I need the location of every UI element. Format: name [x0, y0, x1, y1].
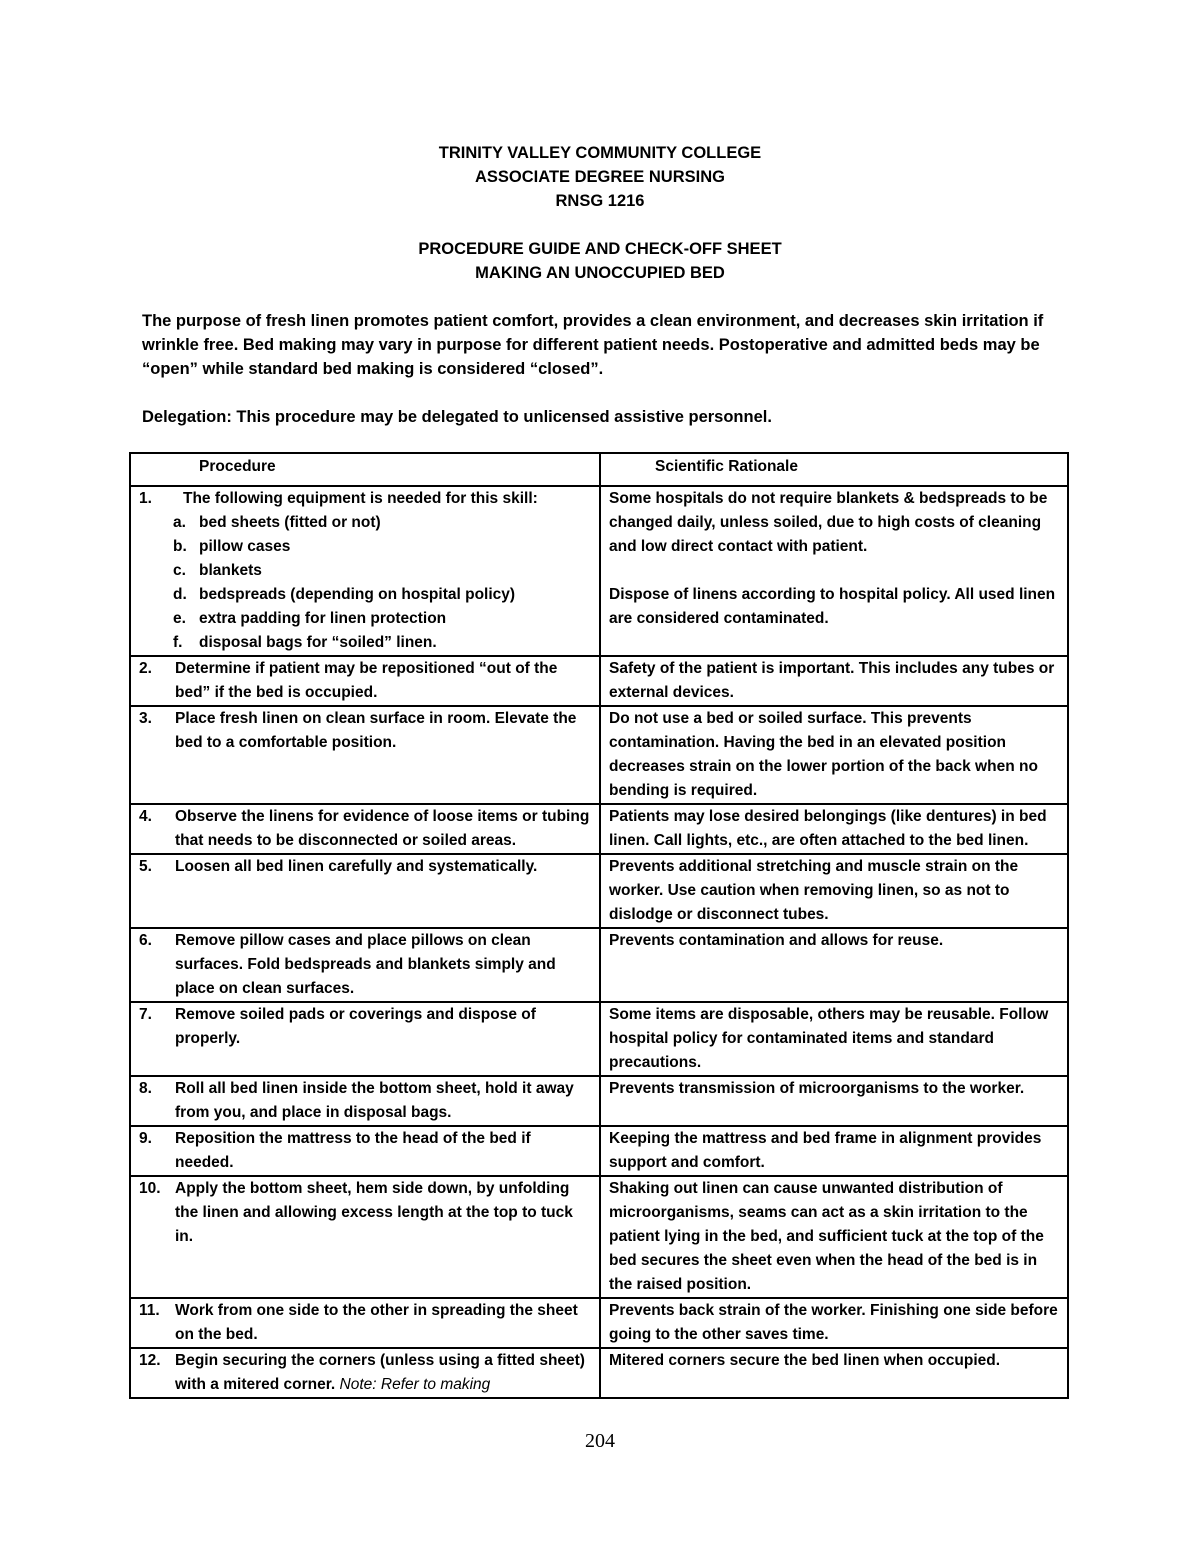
step-number: 6. — [139, 932, 152, 949]
rationale-text: Dispose of linens according to hospital policy. All used linen are considered contaminated. — [609, 586, 1056, 627]
rationale-column-header: Scientific Rationale — [600, 453, 1068, 486]
step-number: 9. — [139, 1130, 152, 1147]
procedure-cell — [130, 1126, 600, 1176]
procedure-cell — [130, 656, 600, 706]
table-row — [130, 486, 1068, 656]
college-name: TRINITY VALLEY COMMUNITY COLLEGE — [438, 144, 762, 162]
list-item: d. bedspreads (depending on hospital policy) — [173, 586, 516, 603]
procedure-cell — [130, 1076, 600, 1126]
table-row — [130, 1002, 1068, 1076]
step-number: 10. — [139, 1180, 161, 1197]
step-number: 1. — [139, 490, 152, 507]
step-text: Loosen all bed linen carefully and systematically. — [175, 858, 538, 875]
table-row — [130, 804, 1068, 854]
rationale-cell: Prevents contamination and allows for reuse. — [600, 928, 1068, 1002]
step-text: Place fresh linen on clean surface in room. Elevate the bed to a comfortable position. — [175, 710, 577, 751]
step-number: 7. — [139, 1006, 152, 1023]
course-code: RNSG 1216 — [555, 192, 645, 210]
step-number: 12. — [139, 1352, 161, 1369]
table-row — [130, 706, 1068, 804]
procedure-cell — [130, 706, 600, 804]
list-item: f. disposal bags for “soiled” linen. — [173, 634, 437, 651]
rationale-cell: Safety of the patient is important. This includes any tubes or external devices. — [600, 656, 1068, 706]
procedure-column-header: Procedure — [130, 453, 600, 486]
step-number: 4. — [139, 808, 152, 825]
list-item: c. blankets — [173, 562, 262, 579]
table-row — [130, 854, 1068, 928]
rationale-cell: Mitered corners secure the bed linen when occupied. — [600, 1348, 1068, 1398]
procedure-cell — [130, 928, 600, 1002]
list-item: a. bed sheets (fitted or not) — [173, 514, 381, 531]
page-number: 204 — [585, 1430, 615, 1452]
rationale-text: Some hospitals do not require blankets & bedspreads to be changed daily, unless soiled, due to high costs of cleaning and low direct contact with patient. — [609, 490, 1048, 555]
table-row — [130, 1298, 1068, 1348]
rationale-cell: Some items are disposable, others may be reusable. Follow hospital policy for contaminated items and standard precautions. — [600, 1002, 1068, 1076]
step-text: Remove pillow cases and place pillows on clean surfaces. Fold bedspreads and blankets simply and place on clean surfaces. — [175, 932, 556, 997]
table-header-row — [130, 453, 1068, 486]
procedure-cell — [130, 1176, 600, 1298]
list-item: e. extra padding for linen protection — [173, 610, 447, 627]
procedure-cell — [130, 804, 600, 854]
table-row — [130, 1176, 1068, 1298]
rationale-cell: Shaking out linen can cause unwanted distribution of microorganisms, seams can act as a skin irritation to the patient lying in the bed, and sufficient tuck at the top of the bed secures the sheet even when the head of the bed is in the raised position. — [600, 1176, 1068, 1298]
step-number: 5. — [139, 858, 152, 875]
rationale-cell: Prevents additional stretching and muscle strain on the worker. Use caution when removing linen, so as not to dislodge or disconnect tubes. — [600, 854, 1068, 928]
step-text: Roll all bed linen inside the bottom sheet, hold it away from you, and place in disposal bags. — [175, 1080, 574, 1121]
rationale-cell: Prevents back strain of the worker. Finishing one side before going to the other saves time. — [600, 1298, 1068, 1348]
step-number: 8. — [139, 1080, 152, 1097]
rationale-cell: Do not use a bed or soiled surface. This prevents contamination. Having the bed in an elevated position decreases strain on the lower portion of the back when no bending is required. — [600, 706, 1068, 804]
table-row — [130, 656, 1068, 706]
procedure-title: MAKING AN UNOCCUPIED BED — [475, 264, 725, 282]
procedure-table — [129, 452, 1069, 1399]
sheet-title: PROCEDURE GUIDE AND CHECK-OFF SHEET — [418, 240, 782, 258]
step-number: 3. — [139, 710, 152, 727]
program-name: ASSOCIATE DEGREE NURSING — [475, 168, 725, 186]
delegation-statement: Delegation: This procedure may be delegated to unlicensed assistive personnel. — [142, 408, 772, 426]
procedure-cell — [130, 486, 600, 656]
procedure-cell — [130, 1348, 600, 1398]
step-text: Observe the linens for evidence of loose items or tubing that needs to be disconnected or soiled areas. — [175, 808, 590, 849]
step-text: Reposition the mattress to the head of the bed if needed. — [175, 1130, 531, 1171]
step-note: Note: Refer to making — [339, 1376, 491, 1393]
procedure-cell — [130, 1002, 600, 1076]
table-row — [130, 1076, 1068, 1126]
step-number: 11. — [139, 1302, 160, 1319]
step-text: Work from one side to the other in spreading the sheet on the bed. — [175, 1302, 578, 1343]
rationale-cell: Keeping the mattress and bed frame in alignment provides support and comfort. — [600, 1126, 1068, 1176]
step-text: Begin securing the corners (unless using a fitted sheet) with a mitered corner. — [175, 1352, 585, 1393]
intro-paragraph: The purpose of fresh linen promotes patient comfort, provides a clean environment, and decreases skin irritation if wrinkle free. Bed making may vary in purpose for different patient needs. Postoperative and admitted beds may be “open” while standard bed making is considered “closed”. — [142, 312, 1044, 378]
procedure-cell — [130, 1298, 600, 1348]
rationale-cell: Patients may lose desired belongings (like dentures) in bed linen. Call lights, etc., are often attached to the bed linen. — [600, 804, 1068, 854]
step-text: The following equipment is needed for this skill: — [183, 490, 538, 507]
equipment-list — [139, 511, 593, 655]
rationale-cell — [600, 486, 1068, 656]
step-text: Determine if patient may be repositioned “out of the bed” if the bed is occupied. — [175, 660, 558, 701]
procedure-cell — [130, 854, 600, 928]
step-text: Remove soiled pads or coverings and dispose of properly. — [175, 1006, 536, 1047]
document-header — [0, 141, 1200, 285]
step-number: 2. — [139, 660, 152, 677]
list-item: b. pillow cases — [173, 538, 291, 555]
table-row — [130, 1348, 1068, 1398]
table-row — [130, 1126, 1068, 1176]
table-row — [130, 928, 1068, 1002]
rationale-cell: Prevents transmission of microorganisms to the worker. — [600, 1076, 1068, 1126]
step-text: Apply the bottom sheet, hem side down, by unfolding the linen and allowing excess length at the top to tuck in. — [175, 1180, 573, 1245]
